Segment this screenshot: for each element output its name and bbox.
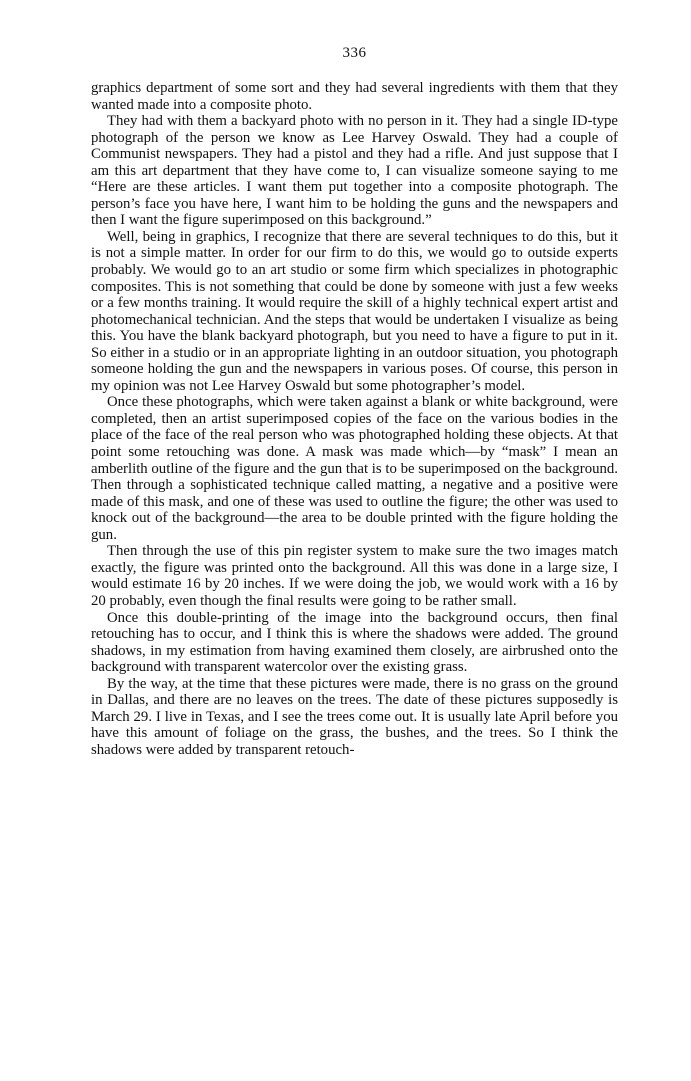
paragraph: By the way, at the time that these pictures were made, there is no grass on the ground in Dallas, and there are no leaves on the trees. The date of these pictures supposedly is March 29. I live in Texas, and I see the trees come out. It is usually late April before you have this amount of foliage on the grass, the bushes, and the trees. So I think the shadows were added by transparent retouch-	[91, 675, 618, 758]
document-page	[91, 44, 618, 758]
paragraph: Once this double-printing of the image into the background occurs, then final retouching has to occur, and I think this is where the shadows were added. The ground shadows, in my estimation from having examined them closely, are airbrushed onto the background with transparent watercolor over the existing grass.	[91, 609, 618, 676]
paragraph: graphics department of some sort and they had several ingredients with them that they wanted made into a composite photo.	[91, 80, 618, 113]
page-number: 336	[342, 45, 367, 61]
paragraph: Then through the use of this pin register system to make sure the two images match exactly, the figure was printed onto the background. All this was done in a large size, I would estimate 16 by 20 inches. If we were doing the job, we would work with a 16 by 20 probably, even though the final results were going to be rather small.	[91, 543, 618, 609]
paragraph: They had with them a backyard photo with no person in it. They had a single ID-type photograph of the person we know as Lee Harvey Oswald. They had a couple of Communist newspapers. They had a pistol and they had a rifle. And just suppose that I am this art department that they have come to, I can visualize someone saying to me “Here are these articles. I want them put together into a composite photograph. The person’s face you have here, I want him to be holding the guns and the newspapers and then I want the figure superimposed on this background.”	[91, 113, 618, 229]
body-text	[91, 80, 618, 758]
paragraph: Once these photographs, which were taken against a blank or white background, were completed, then an artist superimposed copies of the face on the various bodies in the place of the face of the real person who was photographed holding these objects. At that point some retouching was done. A mask was made which—by “mask” I mean an amberlith outline of the figure and the gun that is to be superimposed on the background. Then through a sophisticated technique called matting, a negative and a positive were made of this mask, and one of these was used to outline the figure; the other was used to knock out of the background—the area to be double printed with the figure holding the gun.	[91, 394, 618, 543]
paragraph: Well, being in graphics, I recognize that there are several techniques to do this, but it is not a simple matter. In order for our firm to do this, we would go to outside experts probably. We would go to an art studio or some firm which specializes in photographic composites. This is not something that could be done by someone with just a few weeks or a few months training. It would require the skill of a highly technical expert artist and photomechanical technician. And the steps that would be undertaken I visualize as being this. You have the blank backyard photograph, but you need to have a figure to put in it. So either in a studio or in an appropriate lighting in an outdoor situation, you photograph someone holding the gun and the newspapers in various poses. Of course, this person in my opinion was not Lee Harvey Oswald but some photographer’s model.	[91, 228, 618, 394]
